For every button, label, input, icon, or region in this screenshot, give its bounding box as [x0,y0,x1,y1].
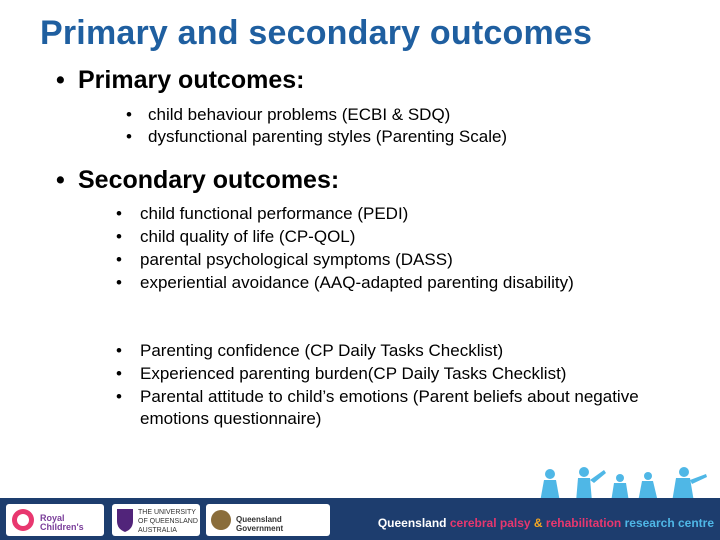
list-item [116,203,636,225]
list-item-text: child quality of life (CP-QOL) [140,227,356,246]
bullet: • [126,105,132,124]
partner-logos [0,498,400,540]
list-item-text: child functional performance (PEDI) [140,204,409,223]
bullet: • [116,387,122,406]
slide-title: Primary and secondary outcomes [40,14,593,52]
centre-name-part: cerebral palsy [449,516,534,530]
uq-logo [112,504,200,536]
list-item-text: Parenting confidence (CP Daily Tasks Checklist) [140,341,504,360]
list-item [116,249,636,271]
secondary-outcomes-list-a [116,203,636,295]
bullet: • [116,250,122,269]
list-item [116,363,676,385]
list-item-text: child behaviour problems (ECBI & SDQ) [148,105,451,124]
bullet: • [116,273,122,292]
figure-arm [690,474,707,484]
primary-outcomes-list [126,104,646,148]
figure-head [644,472,652,480]
qld-crest-icon [209,507,233,533]
figure-head [679,467,689,477]
secondary-outcomes-list-b [116,340,676,431]
figure-head [579,467,589,477]
royal-childrens-logo [6,504,104,536]
list-item [116,226,636,248]
list-item-text: Experienced parenting burden(CP Daily Tasks Checklist) [140,364,567,383]
secondary-outcomes-heading [56,166,339,195]
list-item [116,386,676,430]
list-item-text: experiential avoidance (AAQ-adapted parenting disability) [140,273,574,292]
list-item [126,104,646,126]
secondary-outcomes-heading-text: Secondary outcomes: [78,166,340,194]
footer [0,466,720,540]
rch-emblem-icon [9,506,37,534]
centre-name-part: Queensland [377,516,450,530]
queensland-government-logo [206,504,330,536]
research-centre-name [378,516,714,530]
bullet: • [126,127,132,146]
list-item [116,340,676,362]
uq-crest-icon [115,507,135,533]
list-item [126,126,646,148]
figure-head [545,469,555,479]
centre-name-part: & [533,516,546,530]
centre-name-part: rehabilitation [545,516,625,530]
figure-arm [590,470,606,483]
centre-name-part: research centre [624,516,714,530]
list-item-text: Parental attitude to child’s emotions (Parent beliefs about negative emotions questionnaire) [140,387,639,428]
bullet: • [116,364,122,383]
bullet: • [116,341,122,360]
primary-outcomes-heading-text: Primary outcomes: [78,66,305,94]
list-item-text: parental psychological symptoms (DASS) [140,250,453,269]
primary-outcomes-heading [56,66,304,95]
figure-head [616,474,624,482]
bullet: • [116,204,122,223]
bullet: • [116,227,122,246]
list-item-text: dysfunctional parenting styles (Parenting Scale) [148,127,508,146]
children-silhouettes-illustration [536,466,716,502]
bullet: • [56,166,65,194]
list-item [116,272,636,294]
qg-logo-text: Queensland Government [236,515,284,533]
bullet: • [56,66,65,94]
rch-logo-text: Royal Children's [40,513,84,532]
uq-logo-text: THE UNIVERSITY OF QUEENSLAND AUSTRALIA [138,509,198,534]
